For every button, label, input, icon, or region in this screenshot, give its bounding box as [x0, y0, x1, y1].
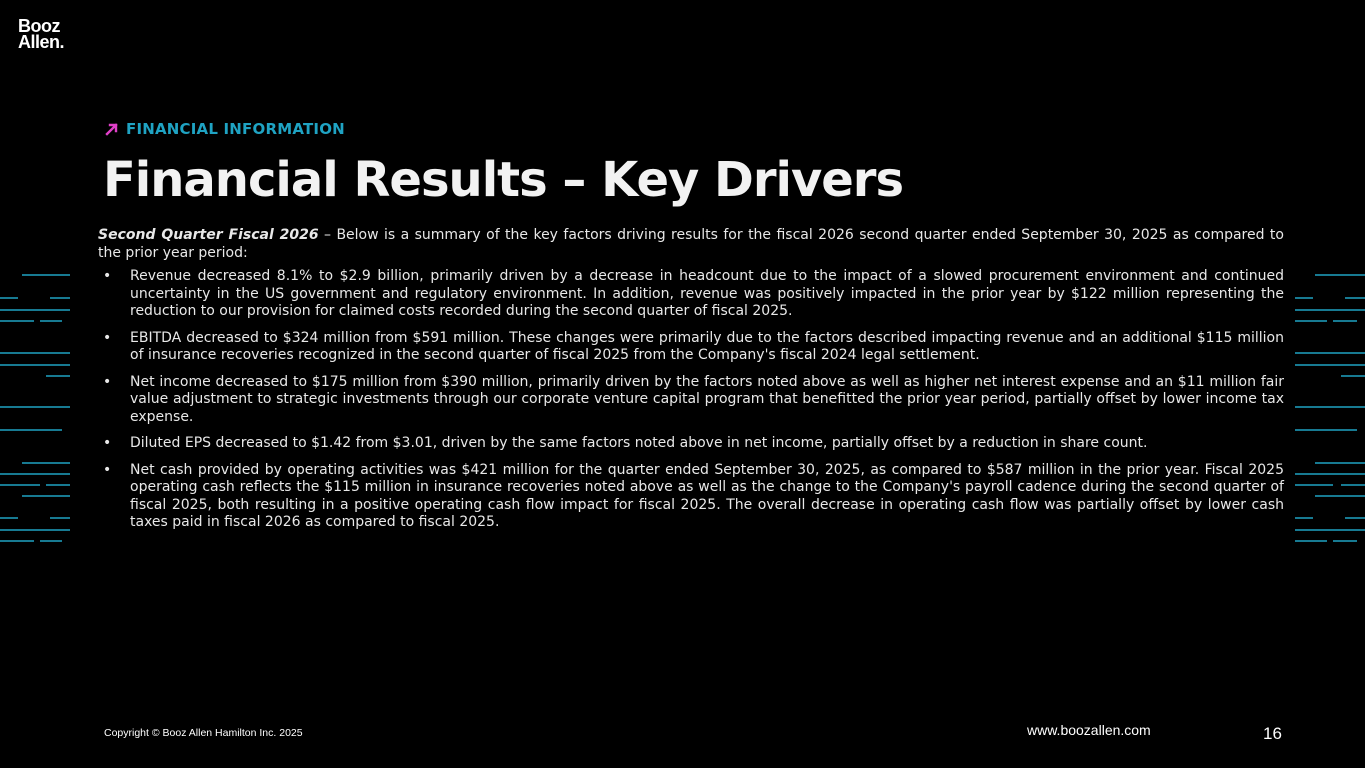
footer-copyright: Copyright © Booz Allen Hamilton Inc. 2025: [104, 727, 303, 739]
page-number: 16: [1263, 724, 1282, 743]
bullet-diluted-eps: • Diluted EPS decreased to $1.42 from $3.01, driven by the same factors noted above in net income, partially offset by a reduction in share count.: [98, 435, 1284, 453]
bullet-revenue: • Revenue decreased 8.1% to $2.9 billion, primarily driven by a decrease in headcount due to the impact of a slowed procurement environment and continued uncertainty in the US government and regulatory environment. In addition, revenue was positively impacted in the prior year by $122 million representing the reduction to our provision for claimed costs recorded during the second quarter of fiscal 2025.: [98, 268, 1284, 321]
bullet-operating-cash: • Net cash provided by operating activities was $421 million for the quarter ended September 30, 2025, as compared to $587 million in the prior year. Fiscal 2025 operating cash reflects the $115 million in insurance recoveries noted above as well as the change to the Company's payroll cadence during the second quarter of fiscal 2025, both resulting in a positive operating cash flow impact for fiscal 2025. The overall decrease in operating cash flow was partially offset by lower cash taxes paid in fiscal 2026 as compared to fiscal 2025.: [98, 462, 1284, 532]
booz-allen-logo: [18, 18, 64, 50]
logo-line-1: Booz: [18, 16, 60, 36]
decorative-lines-right: [1293, 270, 1365, 545]
footer-website-link[interactable]: www.boozallen.com: [1027, 722, 1151, 738]
intro-text: – Below is a summary of the key factors driving results for the fiscal 2026 second quarter ended September 30, 2025 as compared to the prior year period:: [98, 227, 1284, 261]
key-drivers-list: [98, 268, 1284, 532]
bullet-net-income: • Net income decreased to $175 million from $390 million, primarily driven by the factors noted above as well as higher net interest expense and an $11 million fair value adjustment to strategic investments through our corporate venture capital program that benefitted the prior year period, partially offset by lower income tax expense.: [98, 374, 1284, 427]
key-drivers-content: [98, 227, 1284, 541]
logo-line-2: Allen.: [18, 32, 65, 52]
decorative-lines-left: [0, 270, 72, 545]
section-header: [104, 120, 345, 138]
intro-lead: Second Quarter Fiscal 2026: [98, 227, 319, 243]
bullet-ebitda: • EBITDA decreased to $324 million from $591 million. These changes were primarily due to the factors described impacting revenue and an additional $115 million of insurance recoveries recognized in the second quarter of fiscal 2025 from the Company's fiscal 2024 legal settlement.: [98, 330, 1284, 365]
page-title: Financial Results – Key Drivers: [103, 152, 904, 208]
intro-paragraph: [98, 227, 1284, 262]
section-label: FINANCIAL INFORMATION: [126, 120, 345, 138]
arrow-up-right-icon: [104, 121, 120, 137]
